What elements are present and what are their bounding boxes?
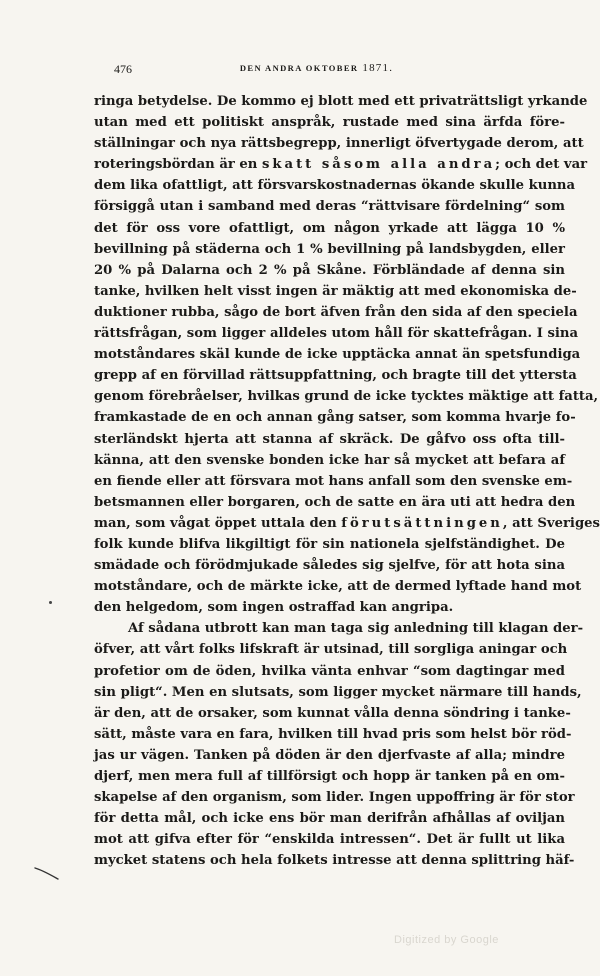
text-line: försiggå utan i samband med deras “rättvisare fördelning“ som bbox=[94, 199, 565, 215]
text-line: profetior om de öden, hvilka vänta enhvar “som dagtingar med bbox=[94, 663, 565, 679]
text-line: jas ur vägen. Tanken på döden är den djerfvaste af alla; mindre bbox=[94, 747, 565, 763]
text-line: motståndare, och de märkte icke, att de dermed lyftade hand mot bbox=[94, 579, 582, 595]
text-line: duktioner rubba, sågo de bort äfven från den sida af den speciela bbox=[94, 304, 578, 320]
margin-dot bbox=[49, 601, 52, 604]
watermark: Digitized by Google bbox=[394, 934, 499, 946]
text-line: är den, att de orsaker, som kunnat vålla denna söndring i tanke- bbox=[94, 705, 571, 721]
text-line: den helgedom, som ingen ostraffad kan angripa. bbox=[94, 600, 454, 616]
text-line: det för oss vore ofattligt, om någon yrkade att lägga 10 % bbox=[94, 220, 565, 236]
text-line: för detta mål, och icke ens bör man derifrån afhållas af oviljan bbox=[94, 811, 565, 827]
page-header bbox=[114, 62, 519, 80]
text-line: en fiende eller att försvara mot hans anfall som den svenske em- bbox=[94, 473, 573, 489]
emphasized-phrase: förutsättningen bbox=[341, 515, 503, 531]
text-line bbox=[94, 513, 600, 534]
emphasized-phrase: skatt såsom alla andra bbox=[261, 157, 496, 173]
text-line: betsmannen eller borgaren, och de satte en ära uti att hedra den bbox=[94, 494, 576, 510]
text-line: sätt, måste vara en fara, hvilken till hvad pris som helst bör röd- bbox=[94, 726, 572, 742]
text-line: känna, att den svenske bonden icke har så mycket att befara af bbox=[94, 452, 565, 468]
text-line bbox=[94, 154, 588, 175]
text-line: smädade och förödmjukade således sig sjelfve, för att hota sina bbox=[94, 558, 565, 574]
text-segment: ; och det var bbox=[495, 157, 588, 173]
text-line: ställningar och nya rättsbegrepp, innerligt öfvertygade derom, att bbox=[94, 136, 584, 152]
text-line: skapelse af den organism, som lider. Ingen uppoffring är för stor bbox=[94, 790, 575, 806]
text-line: grepp af en förvillad rättsuppfattning, och bragte till det yttersta bbox=[94, 368, 577, 384]
text-line: mycket statens och hela folkets intresse att denna splittring häf- bbox=[94, 853, 575, 869]
text-line: 20 % på Dalarna och 2 % på Skåne. Förbländade af denna sin bbox=[94, 262, 565, 278]
text-line: djerf, men mera full af tillförsigt och hopp är tanken på en om- bbox=[94, 769, 565, 784]
pen-stroke-mark bbox=[34, 866, 60, 880]
running-title-text: DEN ANDRA OKTOBER bbox=[239, 63, 359, 73]
text-segment: , att Sveriges bbox=[502, 515, 600, 531]
text-line: tanke, hvilken helt visst ingen är mäktig att med ekonomiska de- bbox=[94, 283, 577, 299]
text-line: folk kunde blifva likgiltigt för sin nationela sjelfständighet. De bbox=[94, 536, 565, 552]
text-line: framkastade de en och annan gång satser, som komma hvarje fo- bbox=[94, 410, 576, 426]
running-title-year: 1871. bbox=[362, 62, 394, 74]
text-line: motståndares skäl kunde de icke upptäcka annat än spetsfundiga bbox=[94, 347, 581, 363]
text-line: bevillning på städerna och 1 % bevillning på landsbygden, eller bbox=[94, 241, 565, 257]
text-line: mot att gifva efter för “enskilda intressen“. Det är fullt ut lika bbox=[94, 832, 565, 848]
text-line: genom förebråelser, hvilkas grund de icke tycktes mäktige att fatta, bbox=[94, 389, 599, 405]
text-line: Af sådana utbrott kan man taga sig anledning till klagan der- bbox=[128, 621, 584, 637]
text-line: sin pligt“. Men en slutsats, som ligger mycket närmare till hands, bbox=[94, 684, 582, 700]
running-title bbox=[114, 62, 519, 74]
text-line: ringa betydelse. De kommo ej blott med ett privaträttsligt yrkande bbox=[94, 94, 588, 109]
text-line: öfver, att vårt folks lifskraft är utsinad, till sorgliga aningar och bbox=[94, 642, 568, 658]
body-text bbox=[94, 91, 600, 871]
text-line: sterländskt hjerta att stanna af skräck. De gåfvo oss ofta till- bbox=[94, 431, 565, 447]
page-number: 476 bbox=[114, 62, 132, 76]
text-segment: man, som vågat öppet uttala den bbox=[94, 515, 337, 531]
text-line: utan med ett politiskt anspråk, rustade med sina ärfda före- bbox=[94, 115, 565, 131]
text-line: rättsfrågan, som ligger alldeles utom håll för skattefrågan. I sina bbox=[94, 326, 579, 342]
text-segment: roteringsbördan är en bbox=[94, 157, 258, 173]
text-line: dem lika ofattligt, att försvarskostnadernas ökande skulle kunna bbox=[94, 178, 576, 194]
